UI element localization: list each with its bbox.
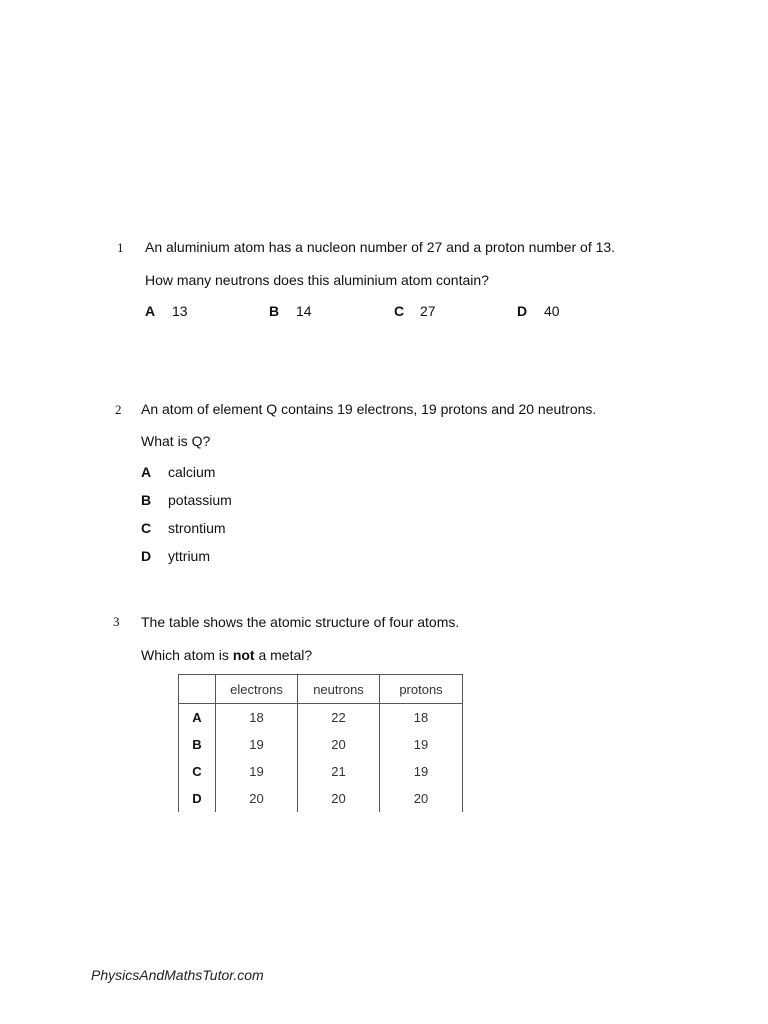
table-cell: 19: [380, 758, 463, 785]
option-text: strontium: [168, 520, 226, 536]
table-cell: 19: [216, 731, 298, 758]
table-header-row: [179, 675, 463, 704]
question-3-stem: The table shows the atomic structure of four atoms.: [141, 614, 460, 630]
question-3-number: 3: [113, 614, 120, 629]
option-letter: B: [269, 303, 280, 319]
table-cell: 18: [380, 704, 463, 732]
question-3-prompt-before: Which atom is: [141, 647, 233, 663]
table-row: [179, 704, 463, 732]
atomic-structure-table: [178, 674, 463, 812]
question-3-prompt-emphasis: not: [232, 647, 255, 663]
row-label: C: [179, 758, 216, 785]
table-cell: 19: [380, 731, 463, 758]
table-header-cell: electrons: [216, 675, 298, 704]
table-cell: 20: [298, 731, 380, 758]
question-1-prompt: How many neutrons does this aluminium atom contain?: [145, 272, 489, 288]
option-letter: A: [141, 464, 152, 480]
option-text: 13: [172, 303, 188, 319]
option-text: potassium: [168, 492, 232, 508]
question-3-prompt: [141, 647, 312, 663]
option-letter: B: [141, 492, 152, 508]
option-letter: D: [517, 303, 528, 319]
option-text: 40: [544, 303, 560, 319]
footer-source-link[interactable]: PhysicsAndMathsTutor.com: [91, 967, 264, 983]
row-label: A: [179, 704, 216, 732]
option-letter: D: [141, 548, 152, 564]
table-cell: 20: [380, 785, 463, 812]
row-label: D: [179, 785, 216, 812]
table-cell: 21: [298, 758, 380, 785]
option-text: 27: [420, 303, 436, 319]
option-letter: C: [394, 303, 405, 319]
table-cell: 19: [216, 758, 298, 785]
option-text: yttrium: [168, 548, 210, 564]
table-row: [179, 785, 463, 812]
table-cell: 20: [216, 785, 298, 812]
table-cell: 22: [298, 704, 380, 732]
question-2-prompt: What is Q?: [141, 433, 211, 449]
table-cell: 18: [216, 704, 298, 732]
table-header-cell: [179, 675, 216, 704]
question-3-prompt-after: a metal?: [254, 647, 313, 663]
question-2-stem: An atom of element Q contains 19 electrons, 19 protons and 20 neutrons.: [141, 401, 597, 417]
table-header-cell: neutrons: [298, 675, 380, 704]
option-letter: A: [145, 303, 156, 319]
table-row: [179, 731, 463, 758]
option-letter: C: [141, 520, 152, 536]
question-1-number: 1: [117, 240, 124, 255]
option-text: 14: [296, 303, 312, 319]
question-2-number: 2: [115, 402, 122, 417]
table-header-cell: protons: [380, 675, 463, 704]
table-cell: 20: [298, 785, 380, 812]
table-row: [179, 758, 463, 785]
question-1-stem: An aluminium atom has a nucleon number of 27 and a proton number of 13.: [145, 239, 616, 255]
row-label: B: [179, 731, 216, 758]
option-text: calcium: [168, 464, 216, 480]
